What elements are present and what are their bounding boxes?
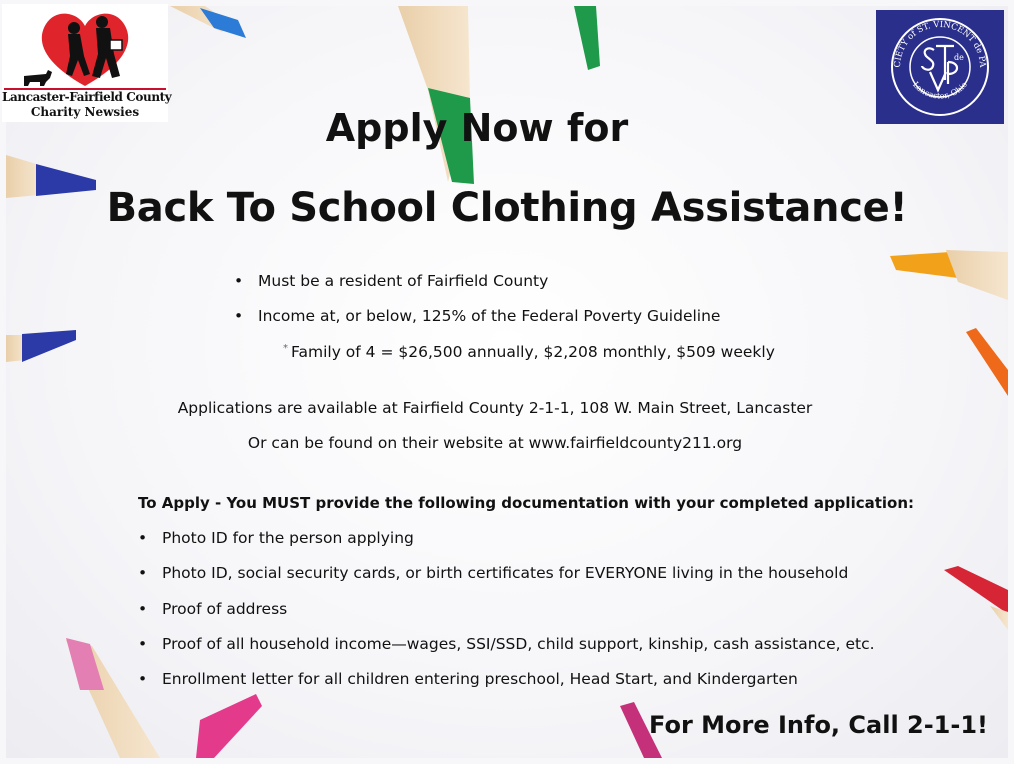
pencil-blue-left-lower (6, 330, 76, 362)
availability-line-2: Or can be found on their website at www.fairfieldcounty211.org (247, 434, 743, 452)
eligibility-item-text: Must be a resident of Fairfield County (258, 272, 549, 290)
income-note-text: Family of 4 = $26,500 annually, $2,208 monthly, $509 weekly (291, 343, 775, 361)
eligibility-list (232, 272, 720, 342)
bullet-icon: • (138, 670, 148, 689)
heart-newsboy-icon (2, 4, 168, 90)
headline-line-1: Apply Now for (325, 106, 629, 150)
pencil-green-top (398, 6, 474, 184)
logo-line-1: Lancaster-Fairfield County (2, 90, 172, 104)
pencil-red-right (944, 566, 1008, 630)
bullet-icon: • (234, 272, 244, 290)
documentation-item-text: Photo ID for the person applying (162, 529, 414, 547)
logo-ring-text-bottom: Lancaster, Ohio (910, 80, 970, 101)
footer-call-to-action: For More Info, Call 2-1-1! (649, 711, 988, 739)
list-item (138, 635, 875, 670)
list-item (232, 307, 720, 342)
bullet-icon: • (138, 634, 148, 653)
documentation-list (138, 529, 875, 705)
list-item (138, 564, 875, 599)
svg-text:de: de (954, 53, 964, 62)
documentation-item-text: Enrollment letter for all children entering preschool, Head Start, and Kindergarten (162, 670, 798, 689)
charity-newsies-logo (2, 4, 172, 122)
bullet-icon: • (138, 564, 148, 583)
pencil-orange-right-lower (966, 328, 1008, 396)
note-marker: * (283, 343, 288, 354)
documentation-heading: To Apply - You MUST provide the following documentation with your completed application: (138, 494, 915, 512)
list-item (138, 670, 875, 705)
logo-line-2: Charity Newsies (30, 105, 140, 119)
documentation-item-text: Proof of all household income—wages, SSI/SSD, child support, kinship, cash assistance, etc. (162, 634, 875, 653)
bullet-icon: • (138, 529, 148, 547)
logo-ring-text-top: CIETY of ST. VINCENT de PA (892, 19, 988, 68)
documentation-item-text: Photo ID, social security cards, or birth certificates for EVERYONE living in the household (162, 564, 849, 583)
list-item (138, 529, 875, 564)
availability-line-1: Applications are available at Fairfield County 2-1-1, 108 W. Main Street, Lancaster (177, 399, 813, 417)
eligibility-item-text: Income at, or below, 125% of the Federal Poverty Guideline (258, 307, 721, 325)
list-item (138, 600, 875, 635)
bullet-icon: • (138, 599, 148, 618)
pencil-orange-right-upper (890, 250, 1008, 300)
headline-line-2: Back To School Clothing Assistance! (106, 185, 908, 231)
income-note (283, 343, 775, 361)
list-item (232, 272, 720, 307)
bullet-icon: • (234, 307, 244, 325)
pencil-green-right-top (574, 6, 600, 70)
documentation-item-text: Proof of address (162, 599, 288, 618)
pencil-blue-top (170, 6, 246, 38)
